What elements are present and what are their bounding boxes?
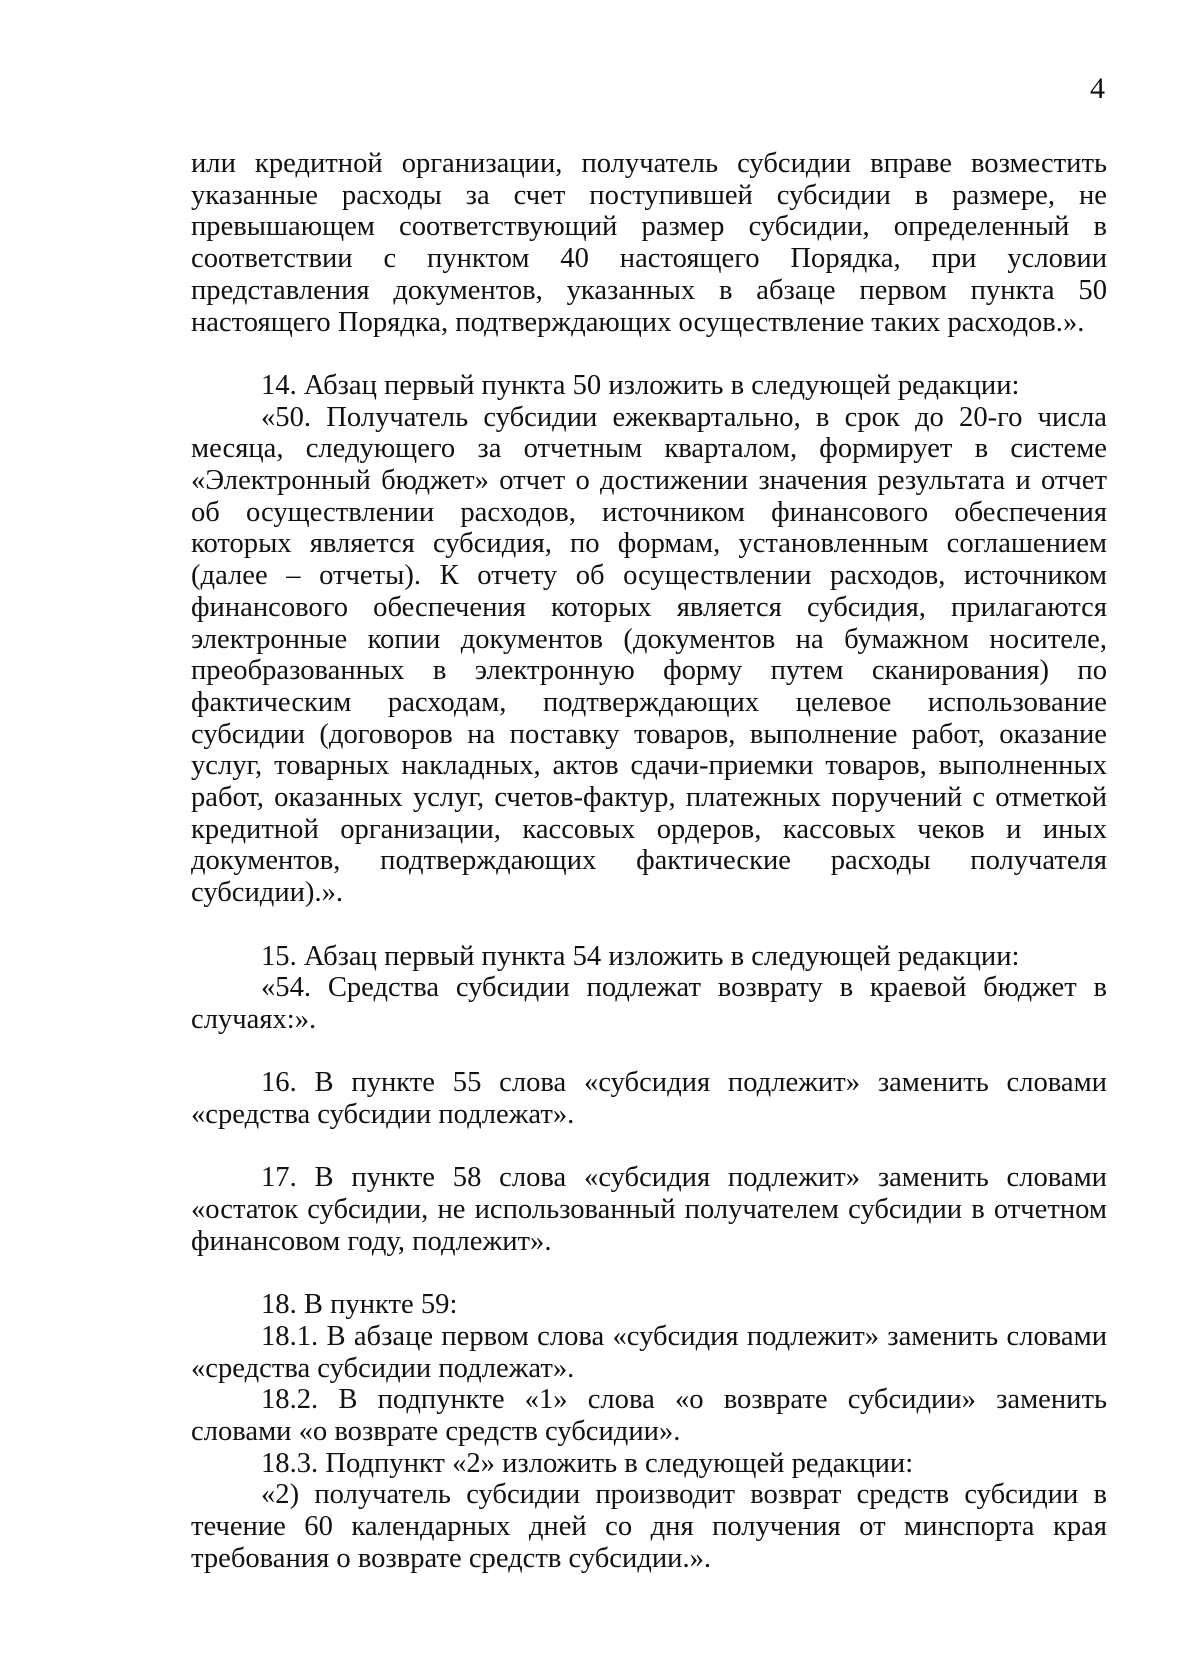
paragraph-quote-2: «2) получатель субсидии производит возврат средств субсидии в течение 60 календарных дней со дня получения от минспорта края требования о возврате средств субсидии.». — [191, 1479, 1107, 1574]
paragraph-item-17: 17. В пункте 58 слова «субсидия подлежит» заменить словами «остаток субсидии, не использованный получателем субсидии в отчетном финансовом году, подлежит». — [191, 1162, 1107, 1257]
paragraph-item-15: 15. Абзац первый пункта 54 изложить в следующей редакции: — [261, 940, 1020, 972]
paragraph-quote-50: «50. Получатель субсидии ежеквартально, в срок до 20-го числа месяца, следующего за отчетным кварталом, формирует в системе «Электронный бюджет» отчет о достижении значения результата и отчет об осуществлении расходов, источником финансового обеспечения которых является субсидия, по формам, установленным соглашением (далее – отчеты). К отчету об осуществлении расходов, источником финансового обеспечения которых является субсидия, прилагаются электронные копии документов (документов на бумажном носителе, преобразованных в электронную форму путем сканирования) по фактическим расходам, подтверждающих целевое использование субсидии (договоров на поставку товаров, выполнение работ, оказание услуг, товарных накладных, актов сдачи-приемки товаров, выполненных работ, оказанных услуг, счетов-фактур, платежных поручений с отметкой кредитной организации, кассовых ордеров, кассовых чеков и иных документов, подтверждающих фактические расходы получателя субсидии).». — [191, 401, 1107, 909]
paragraph-continuation: или кредитной организации, получатель субсидии вправе возместить указанные расходы за счет поступившей субсидии в размере, не превышающем соответствующий размер субсидии, определенный в соответствии с пунктом 40 настоящего Порядка, при условии представления документов, указанных в абзаце первом пункта 50 настоящего Порядка, подтверждающих осуществление таких расходов.». — [191, 148, 1107, 338]
paragraph-item-18-1: 18.1. В абзаце первом слова «субсидия подлежит» заменить словами «средства субсидии подлежат». — [191, 1320, 1107, 1384]
paragraph-item-16: 16. В пункте 55 слова «субсидия подлежит» заменить словами «средства субсидии подлежат». — [191, 1067, 1107, 1131]
paragraph-item-18-2: 18.2. В подпункте «1» слова «о возврате субсидии» заменить словами «о возврате средств субсидии». — [191, 1384, 1107, 1448]
paragraph-quote-54: «54. Средства субсидии подлежат возврату в краевой бюджет в случаях:». — [191, 972, 1107, 1035]
paragraph-item-14: 14. Абзац первый пункта 50 изложить в следующей редакции: — [261, 369, 1020, 401]
paragraph-item-18-3: 18.3. Подпункт «2» изложить в следующей редакции: — [261, 1447, 914, 1479]
document-body — [191, 148, 1107, 1575]
page-number: 4 — [1090, 72, 1105, 105]
paragraph-item-18: 18. В пункте 59: — [261, 1289, 458, 1321]
